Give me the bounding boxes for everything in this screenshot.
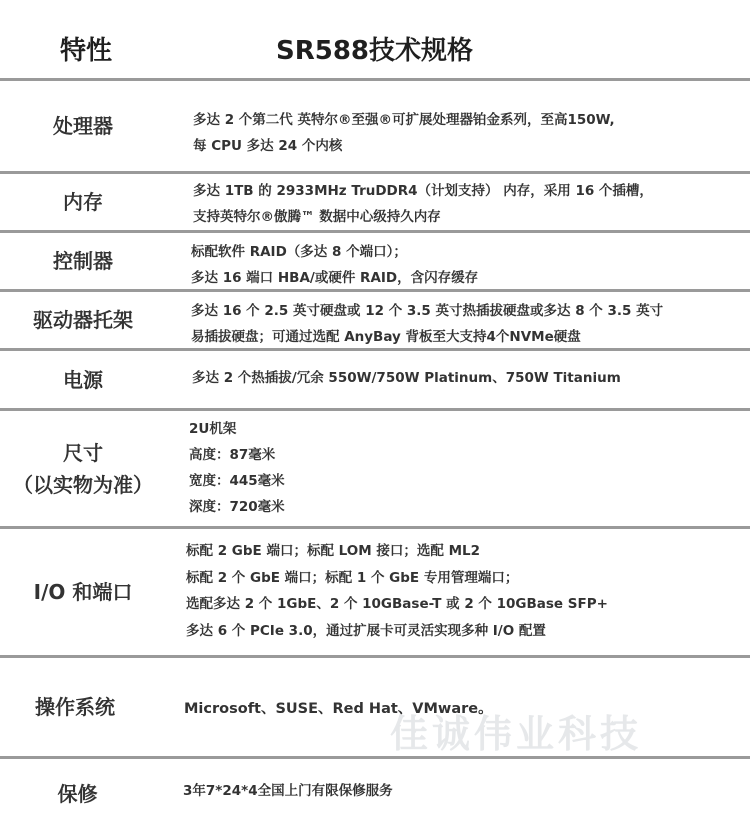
row-value: 3年7*24*4全国上门有限保修服务 bbox=[183, 783, 393, 799]
row-label-main: 尺寸 bbox=[63, 440, 103, 465]
spec-row-processor bbox=[0, 81, 750, 171]
watermark: 佳诚伟业科技 bbox=[390, 712, 643, 756]
spec-row-power bbox=[0, 351, 750, 408]
row-value: Microsoft、SUSE、Red Hat、VMware。 bbox=[184, 701, 493, 717]
spec-row-dimensions bbox=[0, 411, 750, 526]
row-label: 控制器 bbox=[53, 249, 113, 273]
row-value: 多达 1TB 的 2933MHz TruDDR4（计划支持） 内存，采用 16 个插槽， 支持英特尔®傲腾™ 数据中心级持久内存 bbox=[193, 183, 653, 225]
row-value: 标配 2 GbE 端口；标配 LOM 接口；选配 ML2 标配 2 个 GbE 端口；标配 1 个 GbE 专用管理端口； 选配多达 2 个 1GbE、2 个 10GBase-T 或 2 个 10GBase SFP+ 多达 6 个 PCIe 3.0，通过扩展卡可灵活实现多种 I/O 配置 bbox=[186, 543, 608, 639]
spec-table-header bbox=[0, 0, 750, 78]
row-label: I/O 和端口 bbox=[33, 580, 133, 604]
row-label: 电源 bbox=[63, 367, 103, 392]
row-label bbox=[0, 437, 166, 501]
spec-row-drive-bays bbox=[0, 292, 750, 348]
spec-row-io-ports bbox=[0, 529, 750, 655]
row-value: 多达 16 个 2.5 英寸硬盘或 12 个 3.5 英寸热插拔硬盘或多达 8 个 3.5 英寸 易插拔硬盘；可通过选配 AnyBay 背板至大支持4个NVMe硬盘 bbox=[191, 303, 664, 345]
spec-row-controller bbox=[0, 233, 750, 289]
spec-row-memory bbox=[0, 174, 750, 230]
row-label: 处理器 bbox=[53, 114, 113, 138]
spec-column-header: SR588技术规格 bbox=[276, 36, 474, 66]
row-label: 操作系统 bbox=[35, 695, 115, 719]
row-value: 多达 2 个热插拔/冗余 550W/750W Platinum、750W Titanium bbox=[192, 370, 621, 386]
row-value: 2U机架 高度：87毫米 宽度：445毫米 深度：720毫米 bbox=[189, 421, 285, 515]
spec-row-warranty bbox=[0, 759, 750, 828]
row-label: 保修 bbox=[57, 781, 98, 806]
row-label-note: （以实物为准） bbox=[13, 472, 153, 497]
row-label: 内存 bbox=[63, 190, 103, 214]
row-label: 驱动器托架 bbox=[33, 308, 133, 332]
row-value: 多达 2 个第二代 英特尔®至强®可扩展处理器铂金系列，至高150W, 每 CPU 多达 24 个内核 bbox=[193, 112, 615, 154]
row-value: 标配软件 RAID（多达 8 个端口）； 多达 16 端口 HBA/或硬件 RAID，含闪存缓存 bbox=[191, 244, 479, 286]
spec-row-os bbox=[0, 658, 750, 756]
feature-column-header: 特性 bbox=[60, 36, 113, 66]
